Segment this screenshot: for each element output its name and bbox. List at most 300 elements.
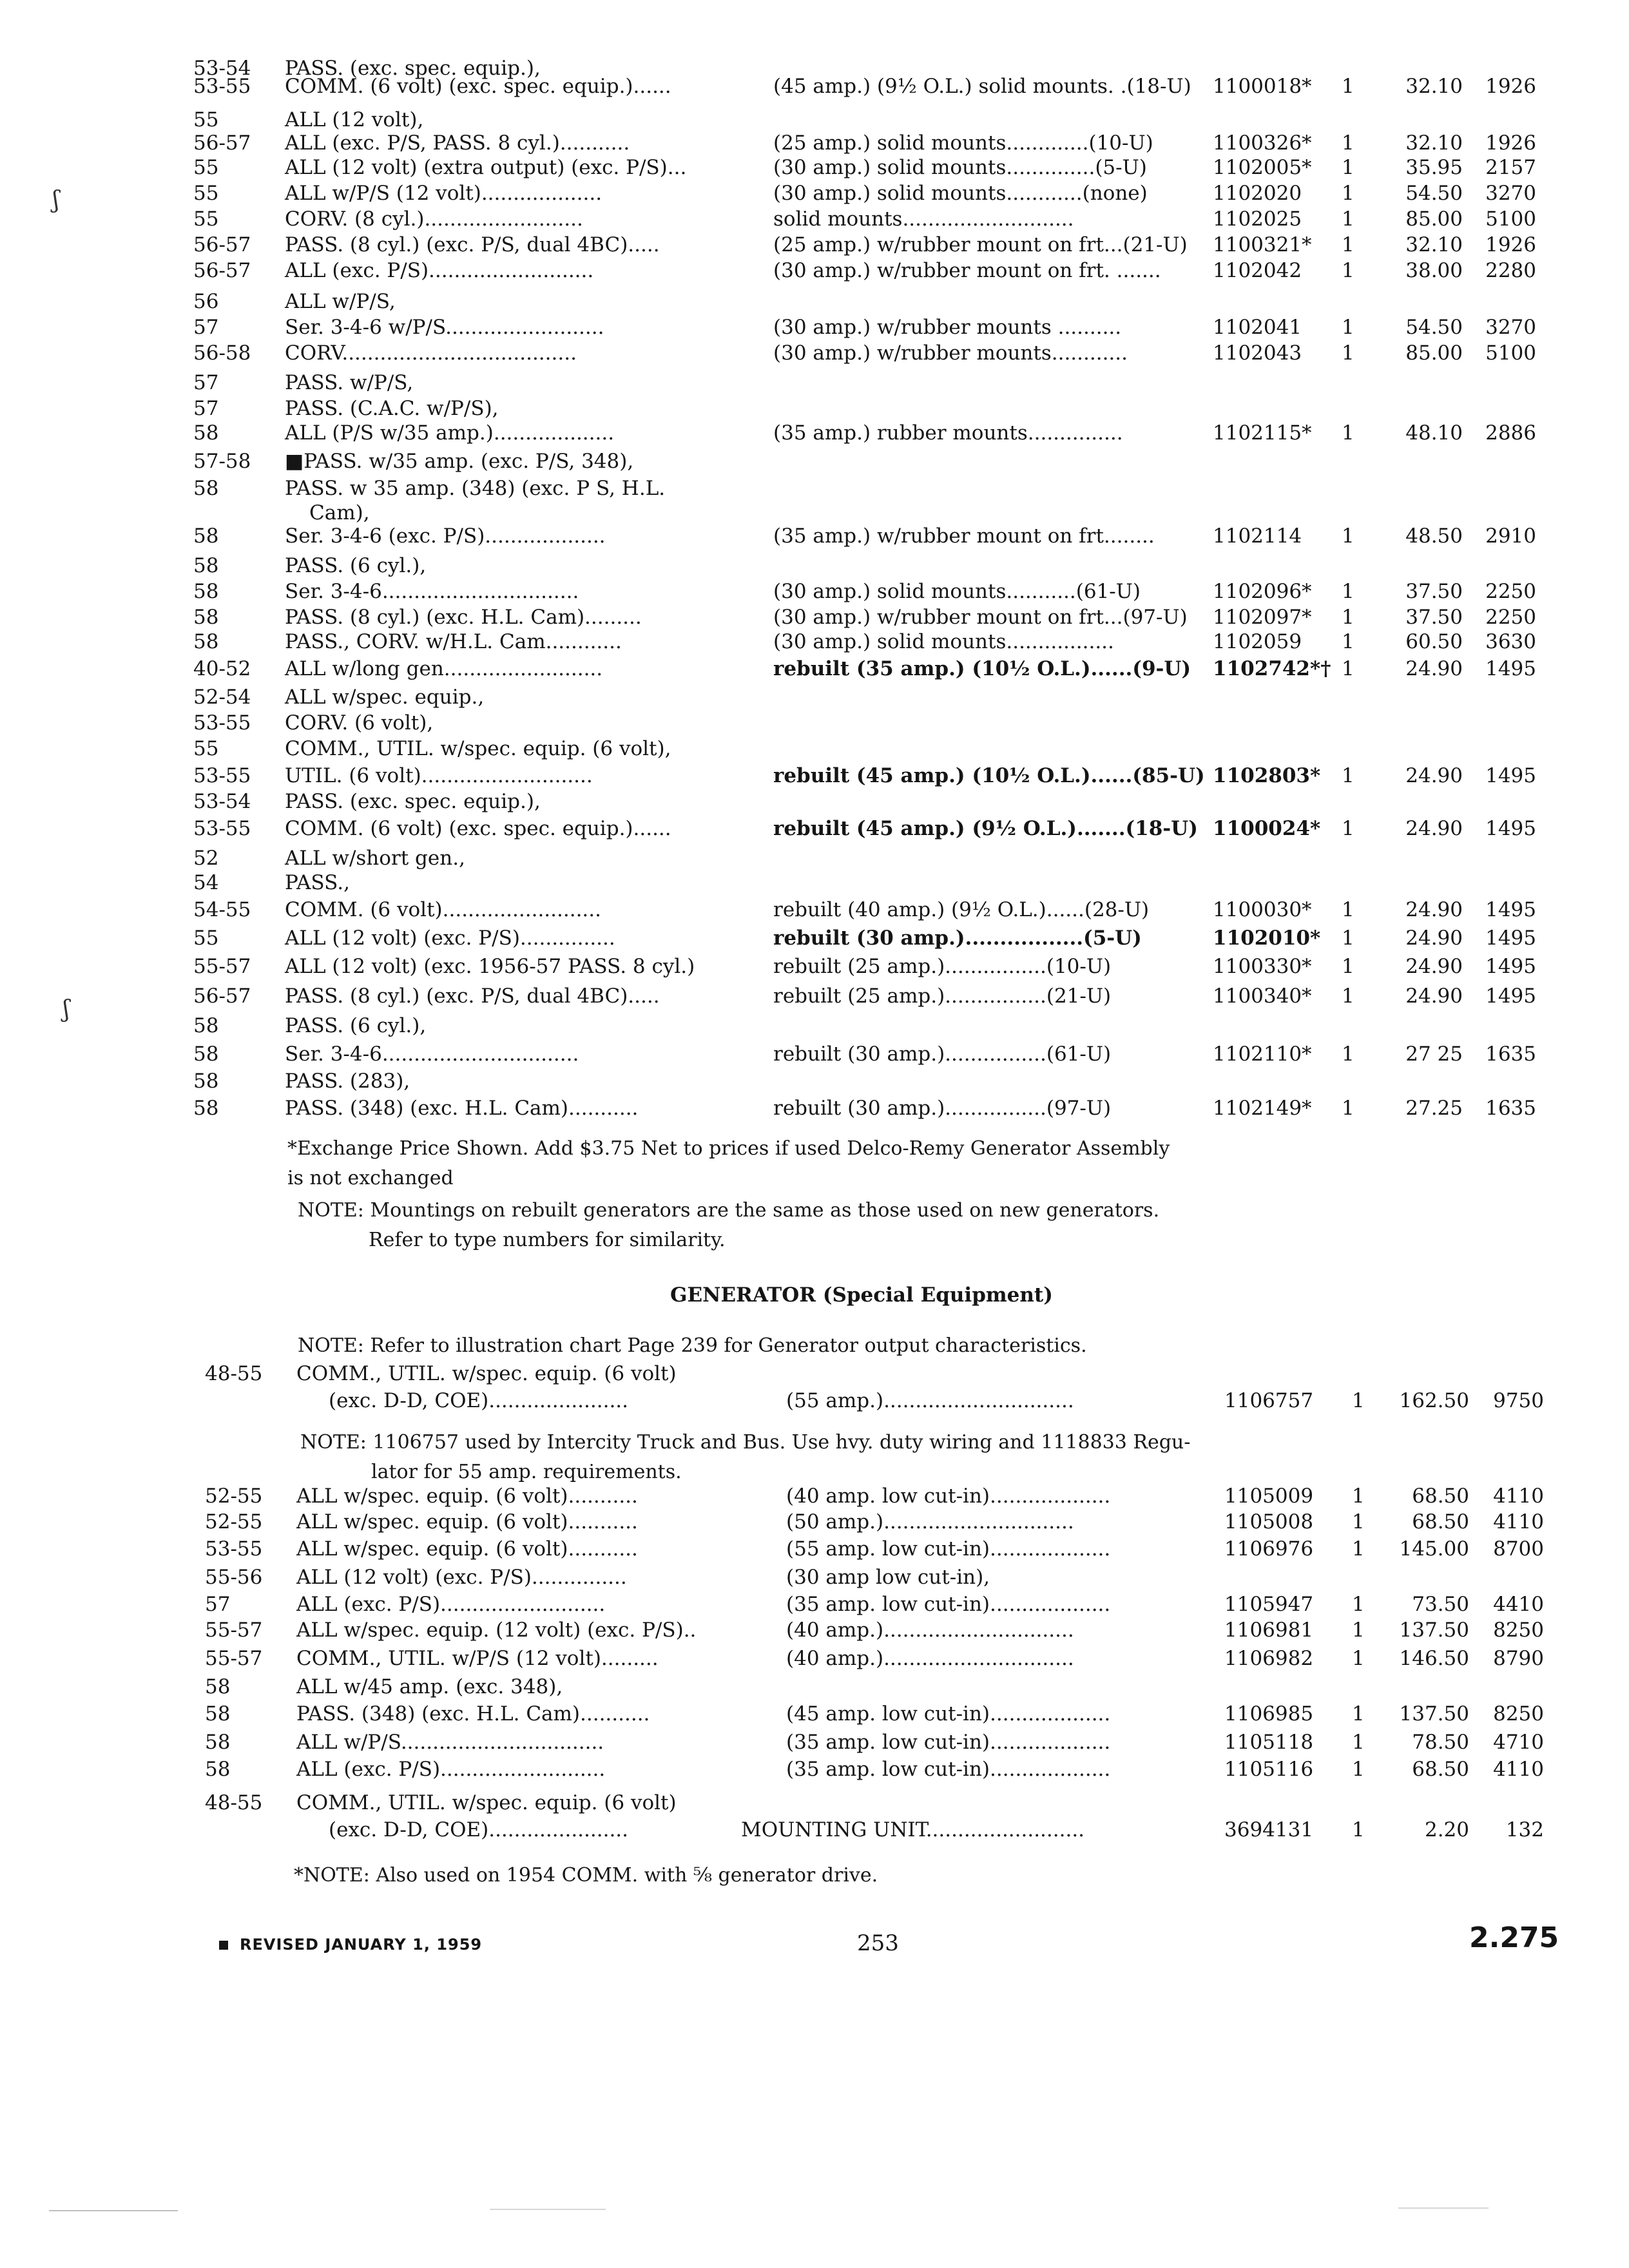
year-cell: 58 <box>193 1097 219 1120</box>
price-cell: 85.00 <box>1405 341 1463 365</box>
application-cell: (exc. D-D, COE)...................... <box>329 1389 628 1412</box>
code-cell: 5100 <box>1485 341 1536 365</box>
part-number-cell: 1100321* <box>1213 233 1312 256</box>
quantity-cell: 1 <box>1352 1537 1365 1561</box>
application-cell: PASS. (6 cyl.), <box>285 1014 427 1037</box>
table-row <box>0 1755 1629 1783</box>
table-row <box>0 628 1629 656</box>
table-row <box>0 735 1629 763</box>
code-cell: 8700 <box>1493 1537 1544 1561</box>
part-number-cell: 1102742*† <box>1213 657 1331 680</box>
quantity-cell: 1 <box>1342 657 1354 680</box>
part-number-cell: 1105116 <box>1224 1758 1314 1781</box>
application-cell: PASS. (8 cyl.) (exc. P/S, dual 4BC)..... <box>285 985 660 1008</box>
application-cell: ALL (exc. P/S).......................... <box>285 259 594 282</box>
scan-artifact-line <box>1398 2207 1489 2209</box>
type-cell: (35 amp. low cut-in)................... <box>786 1593 1111 1616</box>
price-cell: 146.50 <box>1399 1647 1469 1670</box>
type-cell: (35 amp. low cut-in)................... <box>786 1731 1111 1754</box>
application-cell: ALL w/P/S (12 volt)................... <box>285 182 602 205</box>
code-cell: 1495 <box>1485 657 1536 680</box>
type-cell: (25 amp.) solid mounts.............(10-U) <box>773 131 1153 155</box>
code-cell: 4710 <box>1493 1731 1544 1754</box>
code-cell: 1495 <box>1485 764 1536 787</box>
application-cell: ALL w/spec. equip. (12 volt) (exc. P/S).. <box>296 1619 697 1642</box>
table-row <box>0 1728 1629 1756</box>
application-cell: PASS. (exc. spec. equip.), <box>285 57 541 80</box>
code-cell: 1495 <box>1485 817 1536 840</box>
section-number: 2.275 <box>1469 1921 1559 1954</box>
application-cell: PASS. (8 cyl.) (exc. P/S, dual 4BC)..... <box>285 233 660 256</box>
mounting-note-line1: NOTE: Mountings on rebuilt generators are the same as those used on new generators. <box>298 1199 1160 1222</box>
part-number-cell: 1100340* <box>1213 985 1312 1008</box>
section-heading: GENERATOR (Special Equipment) <box>670 1283 1053 1307</box>
price-cell: 35.95 <box>1405 156 1463 179</box>
table-row <box>0 369 1629 397</box>
table-row <box>0 1482 1629 1510</box>
quantity-cell: 1 <box>1342 131 1354 155</box>
quantity-cell: 1 <box>1342 421 1354 445</box>
type-cell: (35 amp. low cut-in)................... <box>786 1758 1111 1781</box>
type-cell: rebuilt (35 amp.) (10½ O.L.)......(9-U) <box>773 657 1191 680</box>
year-cell: 57-58 <box>193 450 251 473</box>
code-cell: 3630 <box>1485 630 1536 653</box>
code-cell: 1495 <box>1485 955 1536 978</box>
table-row <box>0 683 1629 711</box>
price-cell: 54.50 <box>1405 316 1463 339</box>
type-cell: (35 amp.) w/rubber mount on frt........ <box>773 524 1155 548</box>
application-cell: PASS. (348) (exc. H.L. Cam)........... <box>285 1097 639 1120</box>
table-row <box>0 577 1629 606</box>
part-number-cell: 1102110* <box>1213 1043 1312 1066</box>
year-cell: 53-55 <box>193 817 251 840</box>
application-cell: ALL w/spec. equip. (6 volt)........... <box>296 1510 638 1533</box>
quantity-cell: 1 <box>1342 524 1354 548</box>
year-cell: 56-57 <box>193 233 251 256</box>
table-row <box>0 1590 1629 1619</box>
quantity-cell: 1 <box>1342 1043 1354 1066</box>
application-cell: ALL w/long gen......................... <box>285 657 603 680</box>
code-cell: 5100 <box>1485 207 1536 231</box>
revised-text: REVISED JANUARY 1, 1959 <box>240 1936 483 1954</box>
year-cell: 55 <box>193 207 219 231</box>
application-cell: CORV. (6 volt), <box>285 711 434 735</box>
quantity-cell: 1 <box>1342 1097 1354 1120</box>
part-number-cell: 1102803* <box>1213 764 1321 787</box>
code-cell: 8790 <box>1493 1647 1544 1670</box>
type-cell: (40 amp.).............................. <box>786 1647 1074 1670</box>
type-cell: (30 amp.) solid mounts................. <box>773 630 1114 653</box>
application-cell: PASS. (6 cyl.), <box>285 554 427 577</box>
application-cell: ALL w/short gen., <box>285 847 465 870</box>
quantity-cell: 1 <box>1342 207 1354 231</box>
part-number-cell: 1100024* <box>1213 817 1321 840</box>
table-row <box>0 1067 1629 1095</box>
part-number-cell: 1106985 <box>1224 1702 1314 1725</box>
code-cell: 1926 <box>1485 131 1536 155</box>
price-cell: 24.90 <box>1405 927 1463 950</box>
quantity-cell: 1 <box>1352 1647 1365 1670</box>
code-cell: 2250 <box>1485 580 1536 603</box>
year-cell: 56-57 <box>193 259 251 282</box>
type-cell: (55 amp. low cut-in)................... <box>786 1537 1111 1561</box>
price-cell: 85.00 <box>1405 207 1463 231</box>
application-cell: CORV..................................... <box>285 341 577 365</box>
quantity-cell: 1 <box>1352 1510 1365 1533</box>
table-row <box>0 522 1629 550</box>
final-note: *NOTE: Also used on 1954 COMM. with ⅝ generator drive. <box>294 1864 878 1887</box>
code-cell: 4110 <box>1493 1758 1544 1781</box>
price-cell: 137.50 <box>1399 1702 1469 1725</box>
type-cell: (40 amp. low cut-in)................... <box>786 1485 1111 1508</box>
quantity-cell: 1 <box>1342 817 1354 840</box>
year-cell: 57 <box>193 316 219 339</box>
application-cell: COMM., UTIL. w/spec. equip. (6 volt) <box>296 1791 677 1814</box>
year-cell: 56 <box>193 290 219 313</box>
price-cell: 24.90 <box>1405 985 1463 1008</box>
table-row <box>0 787 1629 816</box>
application-cell: ALL (12 volt) (extra output) (exc. P/S)... <box>285 156 687 179</box>
application-cell: COMM., UTIL. w/spec. equip. (6 volt), <box>285 737 671 760</box>
table-row <box>0 1387 1629 1415</box>
code-cell: 2280 <box>1485 259 1536 282</box>
year-cell: 58 <box>205 1731 231 1754</box>
application-cell: PASS. (348) (exc. H.L. Cam)........... <box>296 1702 650 1725</box>
price-cell: 37.50 <box>1405 606 1463 629</box>
year-cell: 56-58 <box>193 341 251 365</box>
application-cell: PASS. w/P/S, <box>285 371 414 394</box>
type-cell: (30 amp low cut-in), <box>786 1566 990 1589</box>
code-cell: 2250 <box>1485 606 1536 629</box>
type-cell: (45 amp.) (9½ O.L.) solid mounts. .(18-U) <box>773 75 1191 98</box>
part-number-cell: 1102097* <box>1213 606 1312 629</box>
year-cell: 48-55 <box>205 1362 263 1385</box>
type-cell: rebuilt (25 amp.)................(21-U) <box>773 985 1112 1008</box>
table-row <box>0 1535 1629 1563</box>
year-cell: 56-57 <box>193 131 251 155</box>
year-cell: 53-54 <box>193 790 251 813</box>
part-number-cell: 1102096* <box>1213 580 1312 603</box>
type-cell: (30 amp.) solid mounts...........(61-U) <box>773 580 1141 603</box>
application-cell: PASS., <box>285 871 350 894</box>
application-cell: Ser. 3-4-6............................... <box>285 580 579 603</box>
quantity-cell: 1 <box>1342 955 1354 978</box>
part-number-cell: 1106976 <box>1224 1537 1314 1561</box>
year-cell: 48-55 <box>205 1791 263 1814</box>
part-number-cell: 1102042 <box>1213 259 1302 282</box>
table-row <box>0 1012 1629 1040</box>
quantity-cell: 1 <box>1352 1731 1365 1754</box>
part-number-cell: 1102041 <box>1213 316 1302 339</box>
year-cell: 54-55 <box>193 898 251 921</box>
quantity-cell: 1 <box>1352 1485 1365 1508</box>
quantity-cell: 1 <box>1342 233 1354 256</box>
year-cell: 52-55 <box>205 1485 263 1508</box>
year-cell: 58 <box>193 421 219 445</box>
table-row <box>0 1616 1629 1644</box>
table-row <box>0 1094 1629 1122</box>
application-cell: Ser. 3-4-6 (exc. P/S)................... <box>285 524 606 548</box>
part-number-cell: 1105009 <box>1224 1485 1314 1508</box>
price-cell: 73.50 <box>1412 1593 1469 1616</box>
table-row <box>0 869 1629 897</box>
application-cell: ALL w/P/S, <box>285 290 396 313</box>
year-cell: 58 <box>193 477 219 500</box>
application-cell: ALL (12 volt), <box>285 108 424 131</box>
application-cell: PASS. (283), <box>285 1070 410 1093</box>
code-cell: 1495 <box>1485 985 1536 1008</box>
application-cell: ALL (exc. P/S).......................... <box>296 1758 606 1781</box>
application-cell: COMM., UTIL. w/spec. equip. (6 volt) <box>296 1362 677 1385</box>
table-row <box>0 924 1629 952</box>
type-cell: (50 amp.).............................. <box>786 1510 1074 1533</box>
table-row <box>0 72 1629 101</box>
type-cell: (30 amp.) w/rubber mount on frt...(97-U) <box>773 606 1188 629</box>
application-cell: COMM. (6 volt)......................... <box>285 898 601 921</box>
year-cell: 58 <box>205 1702 231 1725</box>
year-cell: 55-56 <box>205 1566 263 1589</box>
quantity-cell: 1 <box>1342 316 1354 339</box>
year-cell: 52 <box>193 847 219 870</box>
price-cell: 38.00 <box>1405 259 1463 282</box>
application-cell: COMM. (6 volt) (exc. spec. equip.)...... <box>285 75 671 98</box>
part-number-cell: 1102043 <box>1213 341 1302 365</box>
type-cell: rebuilt (30 amp.)................(97-U) <box>773 1097 1112 1120</box>
year-cell: 53-54 <box>193 57 251 80</box>
price-cell: 24.90 <box>1405 955 1463 978</box>
year-cell: 56-57 <box>193 985 251 1008</box>
type-cell: (30 amp.) solid mounts............(none) <box>773 182 1148 205</box>
year-cell: 57 <box>193 397 219 420</box>
table-row <box>0 1700 1629 1728</box>
application-cell: ALL w/spec. equip. (6 volt)........... <box>296 1537 638 1561</box>
type-cell: (45 amp. low cut-in)................... <box>786 1702 1111 1725</box>
application-cell: ALL w/spec. equip., <box>285 686 485 709</box>
year-cell: 54 <box>193 871 219 894</box>
code-cell: 1635 <box>1485 1043 1536 1066</box>
quantity-cell: 1 <box>1342 341 1354 365</box>
type-cell: rebuilt (30 amp.)................(61-U) <box>773 1043 1112 1066</box>
part-number-cell: 1105947 <box>1224 1593 1314 1616</box>
quantity-cell: 1 <box>1342 606 1354 629</box>
price-cell: 24.90 <box>1405 817 1463 840</box>
application-cell: ALL (12 volt) (exc. 1956-57 PASS. 8 cyl.) <box>285 955 695 978</box>
price-cell: 32.10 <box>1405 233 1463 256</box>
code-cell: 1926 <box>1485 233 1536 256</box>
part-number-cell: 1102059 <box>1213 630 1302 653</box>
application-cell: COMM. (6 volt) (exc. spec. equip.)...... <box>285 817 671 840</box>
year-cell: 58 <box>193 580 219 603</box>
table-row <box>0 419 1629 447</box>
table-row <box>0 552 1629 580</box>
code-cell: 132 <box>1505 1818 1544 1841</box>
price-cell: 68.50 <box>1412 1758 1469 1781</box>
quantity-cell: 1 <box>1342 75 1354 98</box>
part-number-cell: 1102010* <box>1213 927 1321 950</box>
code-cell: 1495 <box>1485 898 1536 921</box>
part-number-cell: 1105008 <box>1224 1510 1314 1533</box>
price-cell: 54.50 <box>1405 182 1463 205</box>
scan-artifact-line <box>490 2209 606 2210</box>
type-cell: (30 amp.) w/rubber mounts .......... <box>773 316 1122 339</box>
year-cell: 55-57 <box>205 1647 263 1670</box>
year-cell: 58 <box>193 1043 219 1066</box>
mounting-note-line2: Refer to type numbers for similarity. <box>369 1229 726 1251</box>
code-cell: 4410 <box>1493 1593 1544 1616</box>
type-cell: rebuilt (25 amp.)................(10-U) <box>773 955 1112 978</box>
table-row <box>0 896 1629 924</box>
application-cell: PASS. w 35 amp. (348) (exc. P S, H.L. <box>285 477 666 500</box>
quantity-cell: 1 <box>1342 985 1354 1008</box>
year-cell: 57 <box>205 1593 231 1616</box>
year-cell: 53-55 <box>193 75 251 98</box>
price-cell: 37.50 <box>1405 580 1463 603</box>
type-cell: rebuilt (30 amp.).................(5-U) <box>773 927 1142 950</box>
price-cell: 32.10 <box>1405 75 1463 98</box>
code-cell: 4110 <box>1493 1510 1544 1533</box>
revised-date <box>219 1936 482 1954</box>
price-cell: 32.10 <box>1405 131 1463 155</box>
price-cell: 27 25 <box>1405 1043 1463 1066</box>
intercity-note-line1: NOTE: 1106757 used by Intercity Truck and Bus. Use hvy. duty wiring and 1118833 Regu- <box>300 1431 1191 1454</box>
year-cell: 55-57 <box>193 955 251 978</box>
application-cell: ■PASS. w/35 amp. (exc. P/S, 348), <box>285 450 634 473</box>
type-cell: rebuilt (45 amp.) (9½ O.L.).......(18-U) <box>773 817 1198 840</box>
year-cell: 58 <box>205 1675 231 1698</box>
table-row <box>0 814 1629 843</box>
table-row <box>0 205 1629 233</box>
year-cell: 53-55 <box>193 711 251 735</box>
table-row <box>0 1816 1629 1844</box>
price-cell: 24.90 <box>1405 657 1463 680</box>
price-cell: 78.50 <box>1412 1731 1469 1754</box>
quantity-cell: 1 <box>1342 156 1354 179</box>
year-cell: 53-55 <box>205 1537 263 1561</box>
price-cell: 145.00 <box>1399 1537 1469 1561</box>
quantity-cell: 1 <box>1342 927 1354 950</box>
application-cell: ALL w/45 amp. (exc. 348), <box>296 1675 563 1698</box>
part-number-cell: 1106982 <box>1224 1647 1314 1670</box>
application-cell: CORV. (8 cyl.)......................... <box>285 207 583 231</box>
price-cell: 48.10 <box>1405 421 1463 445</box>
code-cell: 2886 <box>1485 421 1536 445</box>
application-cell: Ser. 3-4-6 w/P/S......................... <box>285 316 604 339</box>
code-cell: 2157 <box>1485 156 1536 179</box>
table-row <box>0 313 1629 341</box>
table-row <box>0 153 1629 182</box>
type-cell: (40 amp.).............................. <box>786 1619 1074 1642</box>
year-cell: 58 <box>193 1070 219 1093</box>
part-number-cell: 1100018* <box>1213 75 1312 98</box>
year-cell: 58 <box>193 554 219 577</box>
part-number-cell: 1102149* <box>1213 1097 1312 1120</box>
quantity-cell: 1 <box>1342 259 1354 282</box>
table-row <box>0 179 1629 207</box>
year-cell: 58 <box>193 630 219 653</box>
code-cell: 4110 <box>1493 1485 1544 1508</box>
type-cell: (25 amp.) w/rubber mount on frt...(21-U) <box>773 233 1188 256</box>
application-cell: COMM., UTIL. w/P/S (12 volt)......... <box>296 1647 659 1670</box>
application-cell: ALL (exc. P/S).......................... <box>296 1593 606 1616</box>
part-number-cell: 1106981 <box>1224 1619 1314 1642</box>
square-bullet-icon <box>219 1941 228 1950</box>
year-cell: 52-55 <box>205 1510 263 1533</box>
code-cell: 1635 <box>1485 1097 1536 1120</box>
margin-mark: ʃ <box>63 996 70 1023</box>
quantity-cell: 1 <box>1352 1758 1365 1781</box>
table-row <box>0 1508 1629 1536</box>
application-cell: ALL (12 volt) (exc. P/S)............... <box>296 1566 627 1589</box>
year-cell: 55 <box>193 108 219 131</box>
application-cell: UTIL. (6 volt)........................... <box>285 764 593 787</box>
code-cell: 1926 <box>1485 75 1536 98</box>
table-row <box>0 287 1629 316</box>
quantity-cell: 1 <box>1352 1818 1365 1841</box>
year-cell: 55 <box>193 737 219 760</box>
table-row <box>0 1644 1629 1673</box>
table-row <box>0 1360 1629 1388</box>
application-cell: ALL w/P/S................................ <box>296 1731 604 1754</box>
code-cell: 2910 <box>1485 524 1536 548</box>
type-cell: (35 amp.) rubber mounts............... <box>773 421 1123 445</box>
price-cell: 60.50 <box>1405 630 1463 653</box>
year-cell: 53-55 <box>193 764 251 787</box>
quantity-cell: 1 <box>1352 1389 1365 1412</box>
quantity-cell: 1 <box>1342 182 1354 205</box>
price-cell: 68.50 <box>1412 1510 1469 1533</box>
application-cell: ALL w/spec. equip. (6 volt)........... <box>296 1485 638 1508</box>
price-cell: 24.90 <box>1405 898 1463 921</box>
price-cell: 2.20 <box>1424 1818 1469 1841</box>
application-cell: PASS. (exc. spec. equip.), <box>285 790 541 813</box>
code-cell: 8250 <box>1493 1619 1544 1642</box>
code-cell: 9750 <box>1493 1389 1544 1412</box>
type-cell: MOUNTING UNIT......................... <box>741 1818 1085 1841</box>
table-row <box>0 982 1629 1010</box>
type-cell: solid mounts........................... <box>773 207 1074 231</box>
part-number-cell: 1100330* <box>1213 955 1312 978</box>
quantity-cell: 1 <box>1352 1593 1365 1616</box>
chart-note: NOTE: Refer to illustration chart Page 239 for Generator output characteristics. <box>298 1334 1087 1357</box>
price-cell: 48.50 <box>1405 524 1463 548</box>
table-row <box>0 231 1629 259</box>
page-number: 253 <box>857 1930 899 1956</box>
year-cell: 55 <box>193 927 219 950</box>
quantity-cell: 1 <box>1342 580 1354 603</box>
type-cell: (30 amp.) solid mounts..............(5-U) <box>773 156 1147 179</box>
table-row <box>0 762 1629 790</box>
type-cell: (30 amp.) w/rubber mounts............ <box>773 341 1128 365</box>
year-cell: 58 <box>205 1758 231 1781</box>
price-cell: 24.90 <box>1405 764 1463 787</box>
exchange-note-line1: *Exchange Price Shown. Add $3.75 Net to prices if used Delco-Remy Generator Assembly <box>287 1137 1170 1160</box>
type-cell: rebuilt (45 amp.) (10½ O.L.)......(85-U) <box>773 764 1205 787</box>
scan-artifact-line <box>49 2210 178 2211</box>
year-cell: 58 <box>193 524 219 548</box>
application-cell: ALL (exc. P/S, PASS. 8 cyl.)........... <box>285 131 630 155</box>
code-cell: 1495 <box>1485 927 1536 950</box>
part-number-cell: 3694131 <box>1224 1818 1314 1841</box>
part-number-cell: 1100030* <box>1213 898 1312 921</box>
application-cell: ALL (12 volt) (exc. P/S)............... <box>285 927 615 950</box>
part-number-cell: 1102114 <box>1213 524 1302 548</box>
price-cell: 27.25 <box>1405 1097 1463 1120</box>
price-cell: 162.50 <box>1399 1389 1469 1412</box>
price-cell: 137.50 <box>1399 1619 1469 1642</box>
application-cell: PASS. (8 cyl.) (exc. H.L. Cam)......... <box>285 606 642 629</box>
table-row <box>0 1789 1629 1817</box>
quantity-cell: 1 <box>1352 1619 1365 1642</box>
